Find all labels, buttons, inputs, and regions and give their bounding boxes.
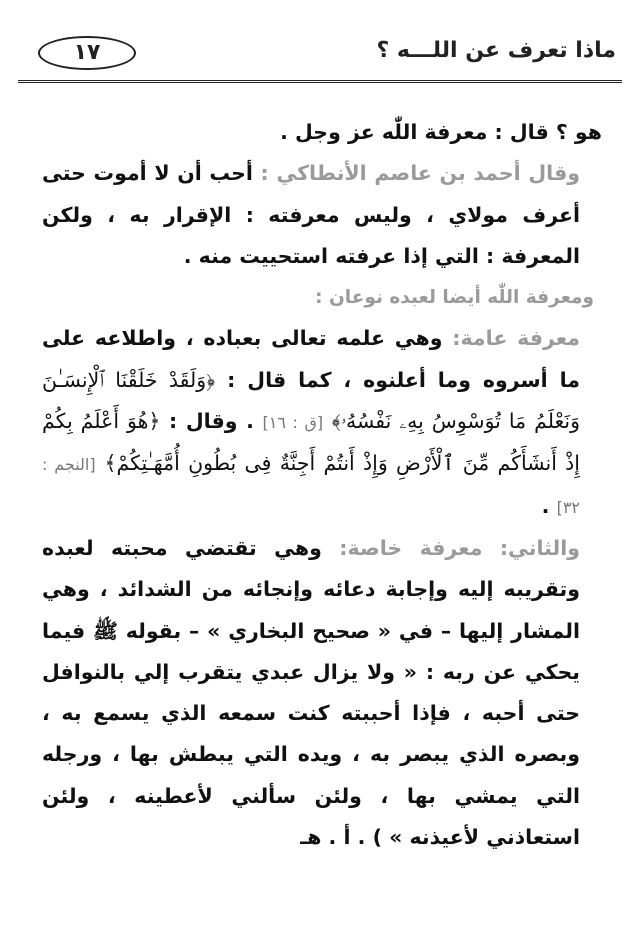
page-header — [18, 32, 622, 84]
quran-verse-qaf: ﴿وَلَقَدْ خَلَقْنَا ٱلْإِنسَـٰنَ وَنَعْلَمُ مَا تُوَسْوِسُ بِهِۦ نَفْسُهُۥ﴾ — [42, 367, 581, 434]
paragraph-general-knowledge — [42, 318, 602, 527]
and-said-text: . وقال : — [169, 409, 254, 434]
special-knowledge-text: وهي تقتضي محبته لعبده وتقريبه إليه وإجابة دعائه وإنجائه من الشدائد ، وهي المشار إليها – في « صحيح البخاري » – بقوله ﷺ فيما يحكي عن ربه : « ولا يزال عبدي يتقرب إلي بالنوافل حتى أحبه ، فإذا أحببته كنت سمعه الذي يسمع به ، وبصره الذي يبصر به ، ويده التي يبطش بها ، ورجله التي يمشي بها ، ولئن سألني لأعطينه ، ولئن استعاذني لأعيذنه » ) . أ . هـ — [42, 535, 580, 850]
header-title: ماذا تعرف عن اللـــه ؟ — [376, 38, 616, 63]
paragraph-1: هو ؟ قال : معرفة اللّٰه عز وجل . — [280, 120, 602, 144]
quran-verse-najm: ﴿هُوَ أَعْلَمُ بِكُمْ إِذْ أَنشَأَكُم مِّنَ ٱلْأَرْضِ وَإِذْ أَنتُمْ أَجِنَّةٌ فِى بُطُونِ أُمَّهَـٰتِكُمْ﴾ — [42, 409, 580, 476]
header-rule — [18, 80, 622, 83]
section-heading-two-types: ومعرفة اللّٰه أيضا لعبده نوعان : — [315, 287, 594, 309]
paragraph-ahmad-quote — [42, 153, 602, 277]
verse-reference-qaf: [ق : ١٦] — [262, 413, 324, 433]
end-mark: . — [541, 493, 550, 518]
general-knowledge-label: معرفة عامة: — [452, 326, 581, 351]
general-knowledge-text: وهي علمه تعالى بعباده ، واطلاعه على ما أسروه وما أعلنوه ، كما قال : — [42, 326, 580, 392]
paragraph-special-knowledge — [42, 528, 602, 858]
special-knowledge-label: والثاني: معرفة خاصة: — [339, 535, 581, 560]
page-body — [42, 112, 602, 858]
page-number: ١٧ — [38, 36, 136, 70]
quote-text: أحب أن لا أموت حتى أعرف مولاي ، وليس معرفته : الإقرار به ، ولكن المعرفة : التي إذا عرفته استحييت منه . — [42, 161, 580, 268]
speaker-name: وقال أحمد بن عاصم الأنطاكي : — [260, 161, 580, 186]
verse-reference-najm: [النجم : ٣٢] — [42, 455, 580, 517]
